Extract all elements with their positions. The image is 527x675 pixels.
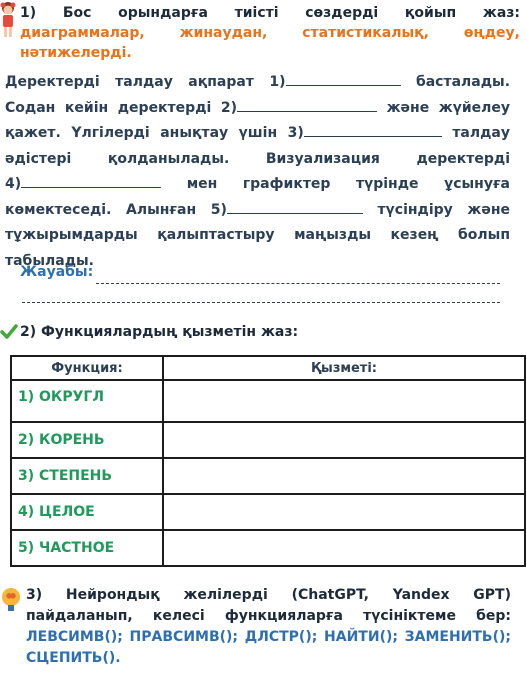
task3-line-1: 3) Нейрондық желілерді (ChatGPT, Yandex GPT) <box>26 587 511 603</box>
paragraph-line-4: әдістері қолданылады. Визуализация деректерді <box>5 150 510 167</box>
purpose-cell[interactable] <box>163 494 525 530</box>
function-name: 2) КОРЕНЬ <box>11 422 163 458</box>
paragraph-line-3: қажет. Үлгілерді анықтау үшін 3) талдау <box>5 121 510 147</box>
table-row <box>11 422 525 458</box>
header-function: Функция: <box>11 356 163 380</box>
function-name: 5) ЧАСТНОЕ <box>11 530 163 566</box>
table-row <box>11 494 525 530</box>
answer-label: Жауабы: <box>20 264 94 280</box>
purpose-cell[interactable] <box>163 380 525 422</box>
paragraph-line-7: тұжырымдарды қалыптастыру маңызды кезең болып <box>5 227 510 243</box>
task1-title <box>20 3 520 63</box>
blank-1[interactable] <box>286 71 401 86</box>
answer-line-2[interactable] <box>22 302 500 303</box>
task1-word-bank: диаграммалар, жинаудан, статистикалық, өңдеу, нәтижелерді. <box>20 25 520 61</box>
task3 <box>26 585 511 669</box>
task1-paragraph <box>5 70 510 274</box>
function-name: 3) СТЕПЕНЬ <box>11 458 163 494</box>
paragraph-line-8: табылады. <box>5 252 94 269</box>
check-icon <box>0 323 18 341</box>
function-table <box>10 355 526 567</box>
paragraph-line-5: 4) мен графиктер түрінде ұсынуға <box>5 172 510 198</box>
purpose-cell[interactable] <box>163 422 525 458</box>
paragraph-line-6: көмектеседі. Алынған 5) түсіндіру және <box>5 198 510 224</box>
brain-icon <box>0 587 22 613</box>
blank-2[interactable] <box>237 97 377 112</box>
table-row <box>11 458 525 494</box>
paragraph-line-1: Деректерді талдау ақпарат 1) басталады. <box>5 70 510 96</box>
function-name: 1) ОКРУГЛ <box>11 380 163 422</box>
girl-student-icon <box>0 0 16 40</box>
task3-function-list-end: СЦЕПИТЬ(). <box>26 650 121 666</box>
blank-3[interactable] <box>304 122 442 137</box>
paragraph-line-2: Содан кейін деректерді 2) және жүйелеу <box>5 96 510 122</box>
task3-line-2: пайдаланып, келесі функцияларға түсініктеме бер: <box>26 608 511 624</box>
table-row <box>11 380 525 422</box>
purpose-cell[interactable] <box>163 458 525 494</box>
table-header-row <box>11 356 525 380</box>
task1-instruction: 1) Бос орындарға тиісті сөздерді қойып жаз: <box>20 5 520 21</box>
blank-4[interactable] <box>21 173 161 188</box>
header-purpose: Қызметі: <box>163 356 525 380</box>
purpose-cell[interactable] <box>163 530 525 566</box>
blank-5[interactable] <box>227 199 363 214</box>
function-name: 4) ЦЕЛОЕ <box>11 494 163 530</box>
table-row <box>11 530 525 566</box>
answer-line-1[interactable] <box>96 283 500 284</box>
task3-function-list: ЛЕВСИМВ(); ПРАВСИМВ(); ДЛСТР(); НАЙТИ(); ЗАМЕНИТЬ(); <box>26 629 511 645</box>
task2-title: 2) Функциялардың қызметін жаз: <box>20 324 299 340</box>
